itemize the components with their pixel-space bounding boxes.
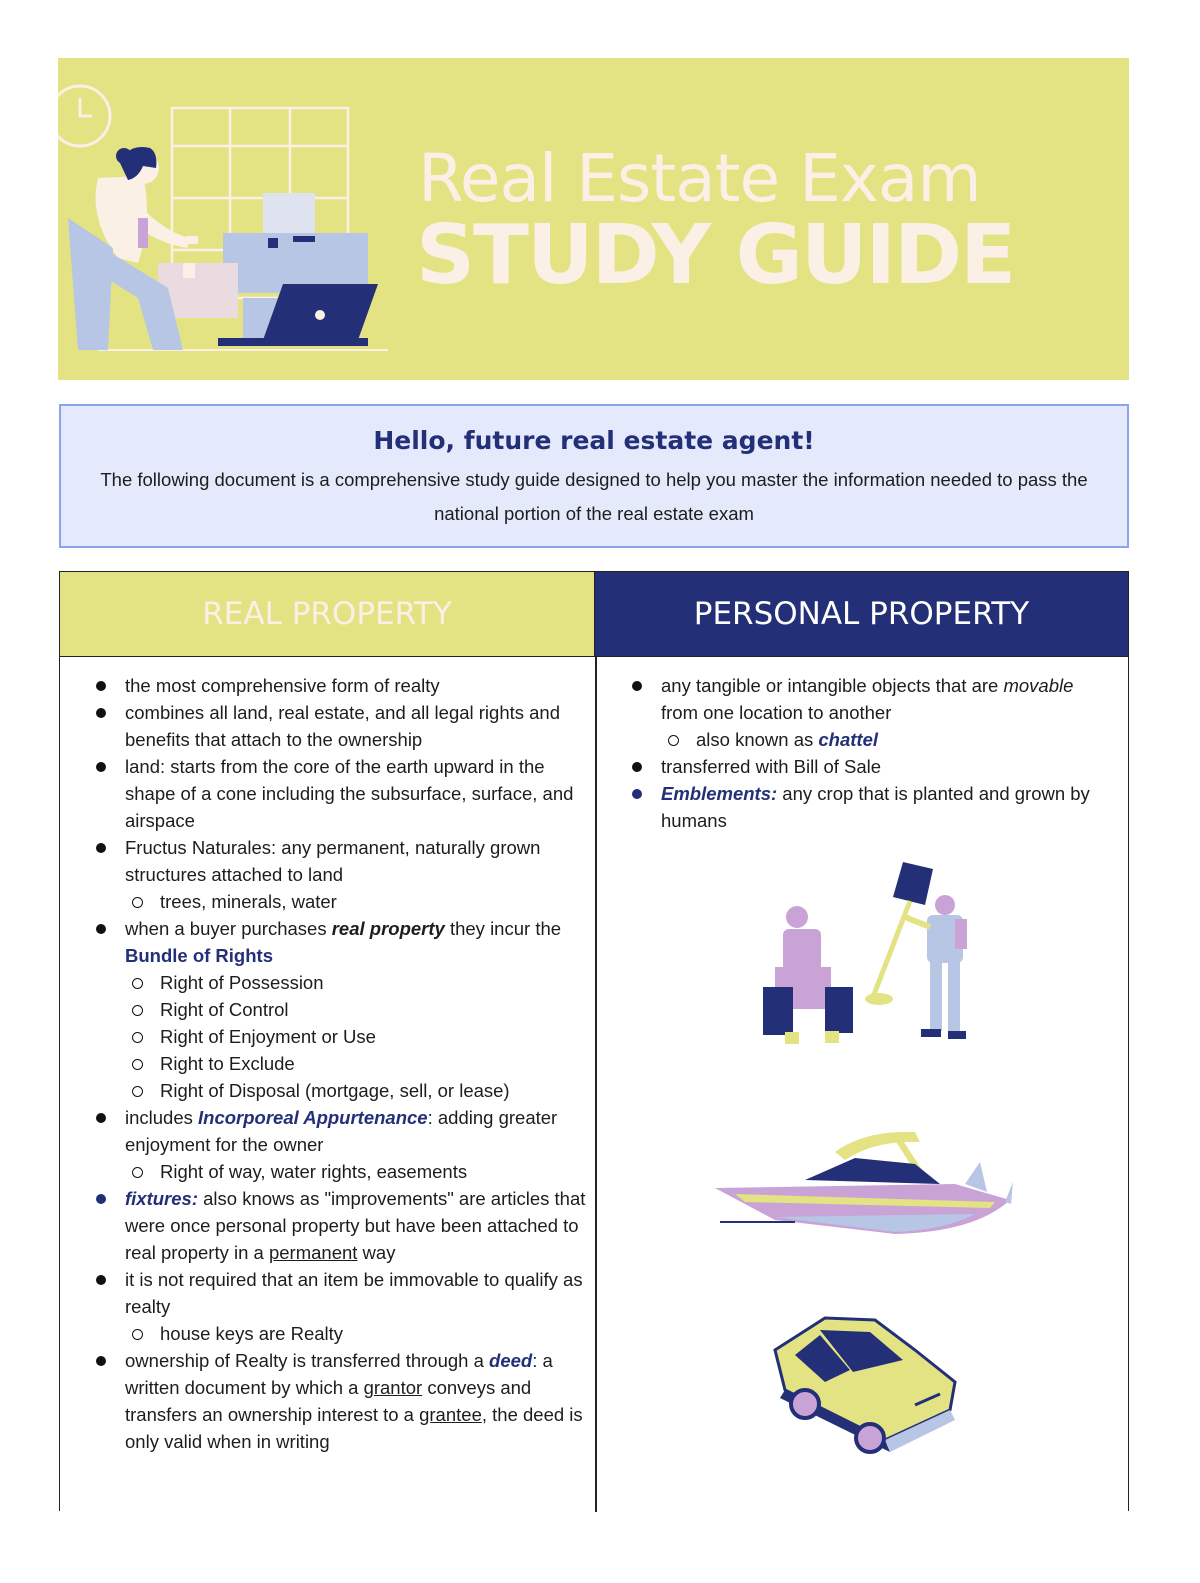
real-property-heading: REAL PROPERTY: [60, 572, 595, 657]
car-illustration: [765, 1310, 965, 1455]
list-item: fixtures: also knows as "improvements" are articles that were once personal property but have been attached to real property in a permanent way: [90, 1185, 590, 1266]
list-item: combines all land, real estate, and all legal rights and benefits that attach to the ownership: [90, 699, 590, 753]
title-line-1: Real Estate Exam: [418, 140, 981, 217]
list-item: transferred with Bill of Sale: [626, 753, 1096, 780]
emblements-term: Emblements:: [661, 783, 778, 804]
woman-with-laptop-illustration: [58, 58, 398, 380]
chattel-term: chattel: [818, 729, 879, 750]
sub-list-item: Right of Enjoyment or Use: [125, 1023, 590, 1050]
intro-text: The following document is a comprehensive study guide designed to help you master the information needed to pass the national portion of the real estate exam: [100, 469, 1088, 524]
list-item: ownership of Realty is transferred through a deed: a written document by which a grantor conveys and transfers an ownership interest to a grantee, the deed is only valid when in writing: [90, 1347, 590, 1455]
list-item: any tangible or intangible objects that are movable from one location to another also known as chattel: [626, 672, 1096, 753]
sub-list-item: Right of Control: [125, 996, 590, 1023]
sub-list-item: house keys are Realty: [125, 1320, 590, 1347]
sub-list-item: Right of Possession: [125, 969, 590, 996]
sub-list-item: Right of Disposal (mortgage, sell, or lease): [125, 1077, 590, 1104]
personal-property-heading: PERSONAL PROPERTY: [595, 572, 1128, 657]
personal-property-column: [626, 672, 1096, 834]
list-item: Emblements: any crop that is planted and grown by humans: [626, 780, 1096, 834]
sub-list-item: Right to Exclude: [125, 1050, 590, 1077]
header-banner: [58, 58, 1129, 380]
list-item: land: starts from the core of the earth upward in the shape of a cone including the subsurface, surface, and airspace: [90, 753, 590, 834]
title-line-2: STUDY GUIDE: [416, 208, 1015, 303]
deed-term: deed: [489, 1350, 533, 1371]
real-property-column: [90, 672, 590, 1455]
list-item: when a buyer purchases real property they incur the Bundle of Rights Right of Possession Right of Control Right of Enjoyment or Use Right to Exclude Right of Disposal (mortgage, sell, or lease): [90, 915, 590, 1104]
column-divider: [595, 657, 597, 1512]
property-comparison-table: [59, 571, 1129, 1511]
bundle-of-rights-term: Bundle of Rights: [125, 945, 273, 966]
intro-heading: Hello, future real estate agent!: [373, 426, 815, 455]
intro-box: [59, 404, 1129, 548]
list-item: the most comprehensive form of realty: [90, 672, 590, 699]
list-item: it is not required that an item be immovable to qualify as realty house keys are Realty: [90, 1266, 590, 1347]
list-item: includes Incorporeal Appurtenance: adding greater enjoyment for the owner Right of way, water rights, easements: [90, 1104, 590, 1185]
sub-list-item: trees, minerals, water: [125, 888, 590, 915]
sub-list-item: Right of way, water rights, easements: [125, 1158, 590, 1185]
sub-list-item: also known as chattel: [661, 726, 1096, 753]
movers-illustration: [755, 857, 975, 1057]
incorporeal-appurtenance-term: Incorporeal Appurtenance: [198, 1107, 428, 1128]
fixtures-term: fixtures:: [125, 1188, 198, 1209]
boat-illustration: [715, 1122, 1015, 1242]
list-item: Fructus Naturales: any permanent, naturally grown structures attached to land trees, minerals, water: [90, 834, 590, 915]
